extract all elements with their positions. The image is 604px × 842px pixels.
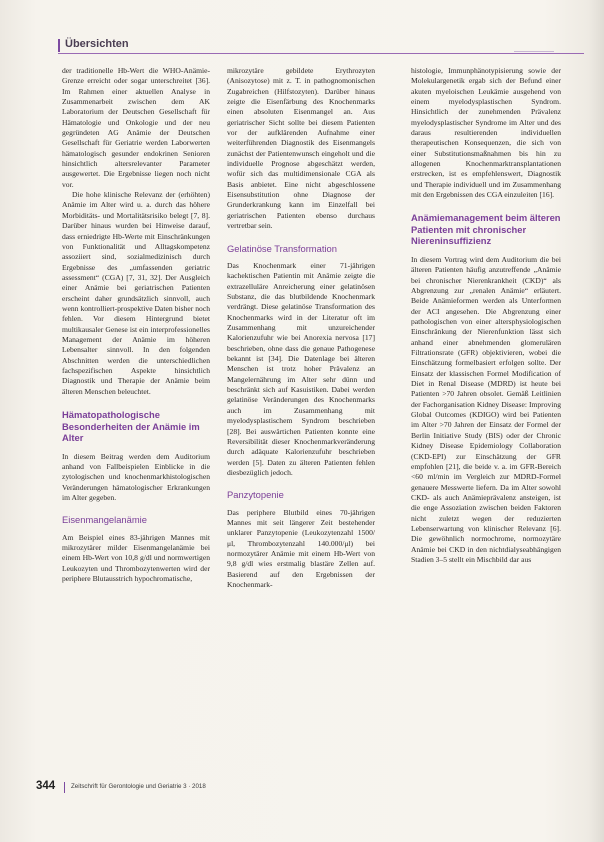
paragraph: mikrozytäre gebildete Erythrozyten (Anisozytose) mit z. T. in pathognomonischen Zugabreichen (Hilfstozyten). Darüber hinaus zeigte die Eisenfärbung des Knochenmarks einen absoluten Eisenmangel an. Aus geriatrischer Sicht sollte bei diesem Patienten vor der aufklärenden Aufnahme einer weiterführenden Diagnostik des Eisenmangels zunächst der Patientenwunsch eingeholt und die individuelle Prognose abgeschätzt werden, wofür sich das multidimensionale CGA als Basis anbietet. Eine nicht abgeschlossene Eisensubstitution ohne Diagnose der Grunderkrankung kann im Einzelfall bei geriatrischen Patienten ebenso durchaus vertretbar sein. bbox=[227, 66, 375, 231]
page-footer bbox=[36, 780, 576, 794]
text-column-left bbox=[62, 66, 210, 584]
subsection-heading: Gelatinöse Transformation bbox=[227, 242, 337, 254]
paragraph: Die hohe klinische Relevanz der (erhöhten) Anämie im Alter wird u. a. durch das höhere Morbiditäts- und Mortalitätsrisiko belegt [7, 8]. Darüber hinaus wurden bei Hinweise darauf, dass erniedrigte Hb-Werte mit Einschränkungen von Funktionalität und Alltagskompetenz assoziiert sind, sozialmedizinisch durch Ergebnisse des „umfassenden geriatric assessment“ (CGA) [7, 31, 32]. Der Ausgleich einer Anämie bei geriatrischen Patienten erscheint daher grundsätzlich sinnvoll, auch wenn kontrolliert-prospektive Daten bisher noch fehlen. Vor diesem Hintergrund bietet multikausaler Genese ist ein interprofessionelles Management der Anämie im höheren Lebensalter sinnvoll. In den folgenden Abschnitten werden die unterschiedlichen fachspezifischen Aspekte hinsichtlich Diagnostik und Therapie der Anämie beim älteren Menschen beleuchtet. bbox=[62, 190, 210, 396]
section-heading: Anämiemanagement beim älteren Patienten mit chronischer Niereninsuffizienz bbox=[411, 212, 561, 247]
section-marker bbox=[58, 39, 60, 52]
paragraph: In diesem Beitrag werden dem Auditorium anhand von Fallbeispielen Einblicke in die zytologischen und knochenmarkhistologischen Veränderungen hämatologischer Erkrankungen im Alter gegeben. bbox=[62, 451, 210, 502]
paragraph: histologie, Immunphänotypisierung sowie der Molekulargenetik ergab sich der Befund einer akuten myeloischen Leukämie ausgehend von einem myelodysplastischen Syndrom. Hinsichtlich der zunehmenden Prävalenz myelodysplastischer Syndrome im Alter und des daraus resultierenden individuellen therapeutischen Konsequenzen, die sich von einer Substitutionsmaßnahmen bis hin zu allogenen Knochenmarktransplantationen erstrecken, ist es empfehlenswert, Diagnostik und Therapie individuell und im Zusammenhang mit den Ergebnissen des CGA einzuleiten [16]. bbox=[411, 66, 561, 200]
paragraph: In diesem Vortrag wird dem Auditorium die bei älteren Patienten häufig anzutreffende „Anämie bei chronischer Nierenkrankheit (CKD)“ als Abgrenzung zur „renalen Anämie“ erläutert. Beide Anämieformen werden als Unterformen der ACI angesehen. Die Abgrenzung einer pathologischen von einer altersphysiologischen Einschränkung der Nierenfunktion lässt sich anhand einer abnehmenden glomerulären Filtrationsrate (GFR) objektivieren, wobei die Einschätzung formelbasiert erfolgen sollte. Der Einsatz der klassischen Formel Modification of Diet in Renal Disease (MDRD) ist heute bei Patienten >70 Jahren obsolet. Gemäß Leitlinien der Fachorganisation Kidney Disease: Improving Global Outcomes (KDIGO) wird bei Patienten im Alter >70 Jahren der Einsatz der Formel der Berlin Initiative Study (BIS) oder der Chronic Kidney Disease Epidemiology Collaboration (CKD-EPI) zur Einschätzung der GFR empfohlen [21], die beide v. a. im GFR-Bereich <60 ml/min im Vergleich zur MDRD-Formel genauere Messwerte liefern. Da im Alter sowohl CKD- als auch Anämieprävalenz ansteigen, ist die enge Assoziation zwischen beiden Faktoren nicht zuletzt wegen der reduzierten Lebenserwartung von klinischer Relevanz [6]. Die gewöhnlich normochrome, normozytäre Anämie bei CKD in den nichtdialyseabhängigen Stadien 3–5 stellt ein Mischbild dar aus bbox=[411, 254, 561, 564]
paragraph: Am Beispiel eines 83-jährigen Mannes mit mikrozytärer milder Eisenmangelanämie bei einem Hb-Wert von 10,8 g/dl und normwertigen Leukozyten und Thrombozytenwerten wird der periphere Blutausstrich hypochromatische, bbox=[62, 532, 210, 584]
section-header bbox=[58, 38, 584, 54]
journal-citation: Zeitschrift für Gerontologie und Geriatrie 3 · 2018 bbox=[71, 783, 206, 790]
subsection-heading: Panzytopenie bbox=[227, 489, 284, 501]
header-rule-accent bbox=[514, 51, 554, 52]
subsection-heading: Eisenmangelanämie bbox=[62, 514, 147, 526]
paragraph: Das Knochenmark einer 71-jährigen kachektischen Patientin mit Anämie zeigte die extrazelluläre Anreicherung einer gelatinösen Substanz, die das blutbildende Knochenmark verdrängt. Diese gelatinöse Transformation des Knochenmarks wird in der Literatur oft im Zusammenhang mit unzureichender Kalorienzufuhr wie bei Anorexia nervosa [17] beschrieben, ohne dass die genaue Pathogenese bekannt ist [34]. Die Datenlage bei älteren Menschen ist trotz hoher Prävalenz an Mangelernährung im Alter sehr dünn und beschränkt sich auf Kasuistiken. Dabei werden gelatinöse Veränderungen des Knochenmarks auch im Zusammenhang mit myelodysplastischem Syndrom beschrieben [28]. Bei auswärtichen Patienten konnte eine Reversibilität dieser Knochenmarkveränderung durch adäquate Kalorienzufuhr beschrieben werden [5]. Daten zu älteren Patienten fehlen diesbezüglich jedoch. bbox=[227, 261, 375, 477]
section-heading: Hämatopathologische Besonderheiten der Anämie im Alter bbox=[62, 409, 200, 443]
paragraph: Das periphere Blutbild eines 70-jährigen Mannes mit seit längerer Zeit bestehender unklarer Panzytopenie (Leukozytenzahl 1500/μl, Thrombozytenzahl 140.000/μl) bei normozytärer Anämie mit einem Hb-Wert von 9,8 g/dl wies erstmalig blastäre Zellen auf. Basierend auf den Ergebnissen der Knochenmark- bbox=[227, 507, 375, 590]
page-edge-shadow bbox=[588, 0, 604, 842]
page-number: 344 bbox=[36, 780, 56, 792]
text-column-right bbox=[411, 66, 561, 565]
footer-separator bbox=[64, 782, 65, 793]
section-title: Übersichten bbox=[65, 38, 129, 50]
paragraph: der traditionelle Hb-Wert die WHO-Anämie-Grenze erreicht oder sogar unterschreitet [36]. Im Rahmen einer aktuellen Analyse in Zusammenarbeit zwischen dem AK Laboratorium der Deutschen Gesellschaft für Hämatologie und Onkologie und der neu gegründeten AG Anämie der Deutschen Gesellschaft für Geriatrie werden Laborwerten hämatologisch gesunder endokrinen Senioren hinsichtlich altersrelevanter Parameter ausgewertet. Die Ergebnisse liegen noch nicht vor. bbox=[62, 66, 210, 189]
text-column-middle bbox=[227, 66, 375, 590]
